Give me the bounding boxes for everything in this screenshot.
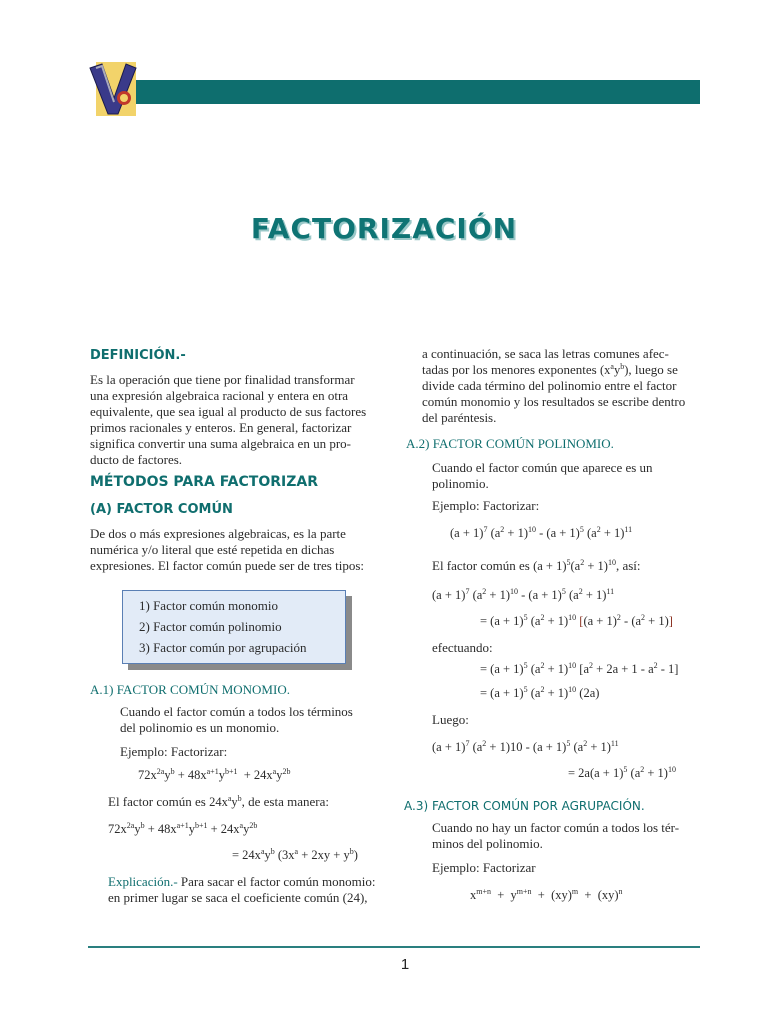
text-line: Es la operación que tiene por finalidad transformar xyxy=(90,372,355,387)
a1-factor-line: El factor común es $24x^ay^b$, de esta manera: xyxy=(108,794,329,809)
a3-expression: $x^{m+n} + y^{m+n} + (xy)^m + (xy)^n$ xyxy=(470,887,623,902)
text-span: El factor común es xyxy=(108,794,206,809)
a3-text xyxy=(432,820,700,852)
efectuando-label: efectuando: xyxy=(432,640,493,655)
explicacion-text xyxy=(108,874,390,906)
text-span: tadas por los menores exponentes xyxy=(422,362,597,377)
a3-heading: A.3) FACTOR COMÚN POR AGRUPACIÓN. xyxy=(404,799,645,813)
factor-types-box xyxy=(122,590,346,664)
text-line: primos racionales y enteros. En general, factorizar xyxy=(90,420,352,435)
text-line: polinomio. xyxy=(432,476,489,491)
a2-heading: A.2) FACTOR COMÚN POLINOMIO. xyxy=(406,436,614,451)
a2-equation-line1: $(a + 1)^7$ $(a^2 + 1)^{10} - (a + 1)^5$ $(a^2 + 1)^{11}$ xyxy=(432,587,615,602)
a2-equation-line3: = $(a + 1)^5$ $(a^2 + 1)^{10}$ $[a^2 + 2a + 1 - a^2 - 1]$ xyxy=(480,661,679,676)
a3-example-label: Ejemplo: Factorizar xyxy=(432,860,536,875)
text-line: divide cada término del polinomio entre el factor xyxy=(422,378,677,393)
text-line: a continuación, se saca las letras comunes afec- xyxy=(422,346,669,361)
text-line: del paréntesis. xyxy=(422,410,497,425)
text-span: Para sacar el factor común monomio: xyxy=(177,874,376,889)
a1-example-label: Ejemplo: Factorizar: xyxy=(120,744,228,759)
a2-result-line2: = $2a(a + 1)^5$ $(a^2 + 1)^{10}$ xyxy=(568,765,676,780)
a2-expression: $(a + 1)^7$ $(a^2 + 1)^{10} - (a + 1)^5$ $(a^2 + 1)^{11}$ xyxy=(450,525,633,540)
text-line: Cuando no hay un factor común a todos los tér- xyxy=(432,820,680,835)
a1-heading: A.1) FACTOR COMÚN MONOMIO. xyxy=(90,682,290,697)
metodos-heading: MÉTODOS PARA FACTORIZAR xyxy=(90,474,318,490)
text-line: equivalente, que sea igual al producto de sus factores xyxy=(90,404,367,419)
type-item: 2) Factor común polinomio xyxy=(139,619,282,634)
header-bar xyxy=(100,80,700,104)
definicion-heading: DEFINICIÓN.- xyxy=(90,348,186,363)
text-line: en primer lugar se saca el coeficiente común (24), xyxy=(108,890,368,905)
type-item: 1) Factor común monomio xyxy=(139,598,279,613)
factor-comun-text xyxy=(90,526,388,574)
a2-equation-line2: = $(a + 1)^5$ $(a^2 + 1)^{10}$ $[(a + 1)^2 - (a^2 + 1)]$ xyxy=(480,613,673,628)
a1-text xyxy=(120,704,390,736)
a2-result-line1: $(a + 1)^7$ $(a^2 + 1)10 - (a + 1)^5$ $(a^2 + 1)^{11}$ xyxy=(432,739,619,754)
luego-label: Luego: xyxy=(432,712,469,727)
text-span: , luego se xyxy=(628,362,678,377)
text-span: , de esta manera: xyxy=(241,794,329,809)
text-line: expresiones. El factor común puede ser de tres tipos: xyxy=(90,558,364,573)
text-line: una expresión algebraica racional y entera en otra xyxy=(90,388,349,403)
text-span: El factor común es xyxy=(432,558,530,573)
text-line: del polinomio es un monomio. xyxy=(120,720,280,735)
a2-text xyxy=(432,460,700,492)
continuation-text: a continuación, se saca las letras comunes afec- tadas por los menores exponentes $(x^ay^b)$, luego se divide cada término del polinomio entre el factor común monomio y los resultados se escribe dentro del paréntesis. xyxy=(422,346,700,426)
a1-expression: $72x^{2a}y^b + 48x^{a+1}y^{b+1} + 24x^ay^{2b}$ xyxy=(138,767,291,782)
a2-factor-line: El factor común es $(a + 1)^5(a^2 + 1)^{10}$, así: xyxy=(432,558,641,573)
a2-equation-line4: = $(a + 1)^5$ $(a^2 + 1)^{10}$ (2a) xyxy=(480,685,600,700)
text-line: Cuando el factor común a todos los términos xyxy=(120,704,353,719)
definicion-text xyxy=(90,372,388,468)
logo-icon xyxy=(88,58,138,118)
text-line: Cuando el factor común que aparece es un xyxy=(432,460,653,475)
text-line: ducto de factores. xyxy=(90,452,183,467)
explicacion-label: Explicación.- xyxy=(108,874,178,889)
text-span: , así: xyxy=(615,558,641,573)
text-line: significa convertir una suma algebraica en un pro- xyxy=(90,436,351,451)
page-title: FACTORIZACIÓN xyxy=(250,212,518,245)
text-line: numérica y/o literal que esté repetida en dichas xyxy=(90,542,335,557)
text-line: De dos o más expresiones algebraicas, es la parte xyxy=(90,526,346,541)
factor-comun-heading: (A) FACTOR COMÚN xyxy=(90,502,233,517)
footer-rule xyxy=(88,946,700,948)
type-item: 3) Factor común por agrupación xyxy=(139,640,307,655)
page-number: 1 xyxy=(400,956,410,973)
text-line: minos del polinomio. xyxy=(432,836,543,851)
a1-equation-line2: = $24x^ay^b$ $(3x^a + 2xy + y^b)$ xyxy=(232,847,358,862)
a2-example-label: Ejemplo: Factorizar: xyxy=(432,498,540,513)
text-line: común monomio y los resultados se escribe dentro xyxy=(422,394,686,409)
a1-equation-line1: $72x^{2a}y^b + 48x^{a+1}y^{b+1} + 24x^ay^{2b}$ xyxy=(108,821,258,836)
